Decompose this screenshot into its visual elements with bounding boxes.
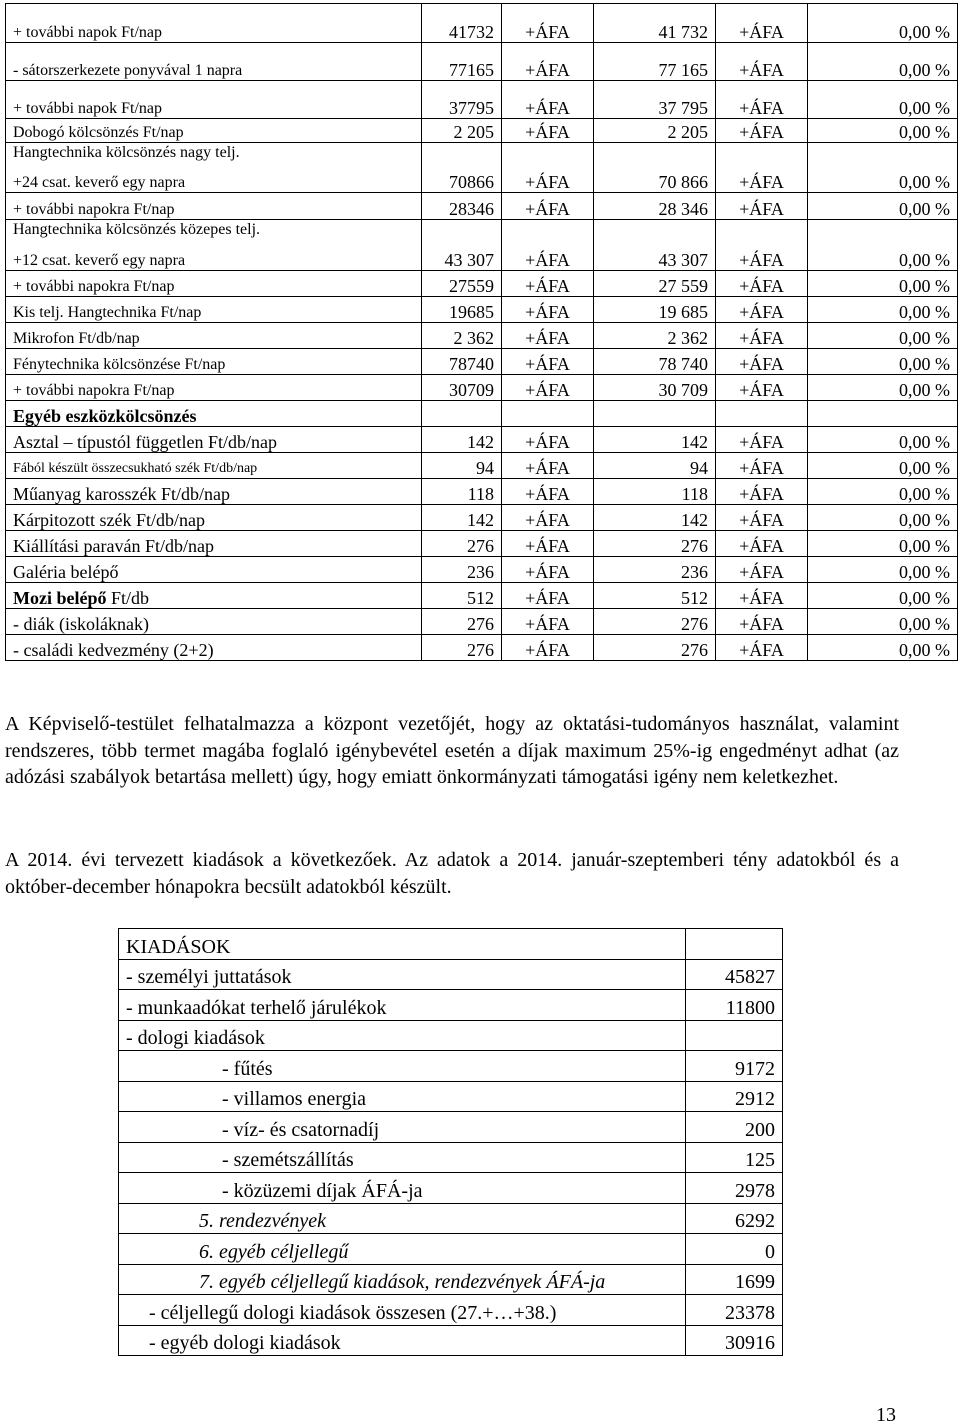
price-afa1-cell: +ÁFA [502,193,594,220]
price-afa1-cell: +ÁFA [502,479,594,505]
expense-row [119,1325,783,1356]
price-afa1-cell: +ÁFA [502,635,594,661]
expense-value: 2912 [686,1081,783,1112]
price-net-cell: 41732 [422,4,502,43]
price-afa2-cell: +ÁFA [716,323,808,349]
price-pct-cell: 0,00 % [808,43,958,81]
price-afa2-cell: +ÁFA [716,375,808,401]
price-net-cell: 276 [422,635,502,661]
price-net-cell: 512 [422,583,502,609]
price-afa2-cell: +ÁFA [716,193,808,220]
expense-value: 125 [686,1142,783,1173]
price-gross-cell: 2 205 [594,119,716,143]
price-row [6,453,958,479]
price-afa2-cell: +ÁFA [716,427,808,453]
price-net-cell: 19685 [422,297,502,323]
price-afa2-cell: +ÁFA [716,167,808,193]
price-pct-cell: 0,00 % [808,505,958,531]
expense-value: 11800 [686,990,783,1021]
expense-label: - céljellegű dologi kiadások összesen (27.+…+38.) [119,1295,686,1326]
expense-row [119,990,783,1021]
price-pct-cell: 0,00 % [808,193,958,220]
price-gross-cell: 236 [594,557,716,583]
price-pct-cell: 0,00 % [808,635,958,661]
price-gross-cell: 512 [594,583,716,609]
price-afa2-cell: +ÁFA [716,119,808,143]
price-gross-cell: 28 346 [594,193,716,220]
price-item-label: Fénytechnika kölcsönzése Ft/nap [6,349,422,375]
price-item-label-bold: Mozi belépő [13,588,107,608]
expense-row [119,929,783,960]
price-afa1-cell: +ÁFA [502,505,594,531]
price-afa1-cell: +ÁFA [502,244,594,271]
price-gross-cell: 276 [594,635,716,661]
price-pct-cell: 0,00 % [808,244,958,271]
price-pct-cell: 0,00 % [808,297,958,323]
price-item-label: - családi kedvezmény (2+2) [6,635,422,661]
expense-value: 23378 [686,1295,783,1326]
expense-row [119,1051,783,1082]
price-item-label: +24 csat. keverő egy napra [6,167,422,193]
price-afa1-cell: +ÁFA [502,297,594,323]
price-row [6,583,958,609]
price-afa2-cell: +ÁFA [716,583,808,609]
price-row [6,271,958,297]
price-net-cell: 118 [422,479,502,505]
price-gross-cell: 19 685 [594,297,716,323]
price-afa2-cell: +ÁFA [716,557,808,583]
expense-label: - fűtés [119,1051,686,1082]
expense-label: - egyéb dologi kiadások [119,1325,686,1356]
price-row [6,505,958,531]
price-gross-cell: 142 [594,427,716,453]
price-item-label: Mikrofon Ft/db/nap [6,323,422,349]
price-afa1-cell: +ÁFA [502,609,594,635]
price-afa1-cell: +ÁFA [502,375,594,401]
price-item-label: Kis telj. Hangtechnika Ft/nap [6,297,422,323]
price-pct-cell [808,143,958,167]
price-gross-cell: 37 795 [594,81,716,119]
price-afa1-cell: +ÁFA [502,81,594,119]
price-item-label: Galéria belépő [6,557,422,583]
price-gross-cell: 30 709 [594,375,716,401]
expense-value [686,1020,783,1051]
price-item-label: + további napok Ft/nap [6,4,422,43]
price-row [6,401,958,427]
expense-value: 1699 [686,1264,783,1295]
price-row [6,244,958,271]
price-afa1-cell: +ÁFA [502,119,594,143]
price-net-cell: 142 [422,427,502,453]
price-afa1-cell: +ÁFA [502,4,594,43]
price-item-label: - sátorszerkezete ponyvával 1 napra [6,43,422,81]
price-pct-cell [808,220,958,244]
price-row [6,4,958,43]
expense-row [119,1112,783,1143]
price-item-label: - diák (iskoláknak) [6,609,422,635]
price-afa2-cell: +ÁFA [716,479,808,505]
price-net-cell: 28346 [422,193,502,220]
price-row [6,557,958,583]
expense-row [119,1203,783,1234]
paragraph-discount: A Képviselő-testület felhatalmazza a központ vezetőjét, hogy az oktatási-tudományos használat, valamint rendszeres, több termet magába foglaló igénybevétel esetén a díjak maximum 25%-ig engedményt adhat (az adózási szabályok betartása mellett) úgy, hogy emiatt önkormányzati támogatási igény nem keletkezhet. [5,713,899,788]
price-gross-cell: 94 [594,453,716,479]
page-number: 13 [876,1404,896,1426]
price-afa1-cell: +ÁFA [502,583,594,609]
price-net-cell: 276 [422,609,502,635]
price-pct-cell: 0,00 % [808,375,958,401]
price-pct-cell: 0,00 % [808,609,958,635]
price-net-cell: 142 [422,505,502,531]
price-row [6,220,958,244]
price-gross-cell: 276 [594,609,716,635]
price-afa2-cell: +ÁFA [716,297,808,323]
price-net-cell: 236 [422,557,502,583]
price-gross-cell: 41 732 [594,4,716,43]
price-row [6,119,958,143]
price-afa2-cell [716,401,808,427]
expense-row [119,1234,783,1265]
price-item-label: + további napokra Ft/nap [6,193,422,220]
price-afa2-cell: +ÁFA [716,4,808,43]
price-gross-cell [594,220,716,244]
price-afa2-cell: +ÁFA [716,505,808,531]
price-gross-cell: 142 [594,505,716,531]
price-pct-cell: 0,00 % [808,349,958,375]
price-net-cell [422,401,502,427]
price-afa2-cell: +ÁFA [716,43,808,81]
expense-label: 7. egyéb céljellegű kiadások, rendezvények ÁFÁ-ja [119,1264,686,1295]
price-item-label: +12 csat. keverő egy napra [6,244,422,271]
price-row [6,81,958,119]
expense-label: KIADÁSOK [119,929,686,960]
expense-table [118,928,783,1356]
price-row [6,375,958,401]
price-afa1-cell: +ÁFA [502,427,594,453]
price-afa1-cell [502,143,594,167]
price-afa1-cell [502,401,594,427]
price-pct-cell: 0,00 % [808,427,958,453]
expense-value: 0 [686,1234,783,1265]
expense-value: 6292 [686,1203,783,1234]
price-gross-cell: 43 307 [594,244,716,271]
expense-row [119,1173,783,1204]
price-afa2-cell: +ÁFA [716,453,808,479]
price-item-label: Műanyag karosszék Ft/db/nap [6,479,422,505]
price-gross-cell [594,401,716,427]
price-gross-cell: 276 [594,531,716,557]
price-afa1-cell: +ÁFA [502,271,594,297]
price-afa1-cell: +ÁFA [502,349,594,375]
price-pct-cell: 0,00 % [808,271,958,297]
price-item-label: + további napokra Ft/nap [6,271,422,297]
price-net-cell: 77165 [422,43,502,81]
price-net-cell: 94 [422,453,502,479]
price-item-label: + további napokra Ft/nap [6,375,422,401]
expense-label: - szemétszállítás [119,1142,686,1173]
expense-row [119,1295,783,1326]
price-afa1-cell: +ÁFA [502,557,594,583]
expense-label: - közüzemi díjak ÁFÁ-ja [119,1173,686,1204]
price-net-cell: 78740 [422,349,502,375]
expense-row [119,1264,783,1295]
price-row [6,167,958,193]
price-net-cell [422,220,502,244]
price-afa1-cell: +ÁFA [502,453,594,479]
price-row [6,297,958,323]
expense-label: - munkaadókat terhelő járulékok [119,990,686,1021]
expense-value: 45827 [686,959,783,990]
price-pct-cell: 0,00 % [808,531,958,557]
price-afa1-cell: +ÁFA [502,43,594,81]
price-afa1-cell [502,220,594,244]
expense-label: 5. rendezvények [119,1203,686,1234]
price-item-label: Kárpitozott szék Ft/db/nap [6,505,422,531]
price-item-label-rest: Ft/db [106,588,149,608]
expense-label: - dologi kiadások [119,1020,686,1051]
price-row [6,349,958,375]
price-net-cell: 30709 [422,375,502,401]
price-afa2-cell [716,143,808,167]
expense-label: - személyi juttatások [119,959,686,990]
price-item-label: Hangtechnika kölcsönzés nagy telj. [6,143,422,167]
price-net-cell: 2 362 [422,323,502,349]
price-afa2-cell: +ÁFA [716,81,808,119]
price-item-label: Hangtechnika kölcsönzés közepes telj. [6,220,422,244]
price-table-body [6,4,958,661]
expense-label: 6. egyéb céljellegű [119,1234,686,1265]
price-pct-cell: 0,00 % [808,167,958,193]
price-afa2-cell: +ÁFA [716,349,808,375]
price-afa2-cell: +ÁFA [716,244,808,271]
price-row [6,193,958,220]
price-pct-cell: 0,00 % [808,119,958,143]
expense-table-body [119,929,783,1356]
price-afa1-cell: +ÁFA [502,531,594,557]
price-row [6,427,958,453]
price-pct-cell: 0,00 % [808,557,958,583]
price-afa2-cell: +ÁFA [716,531,808,557]
price-row [6,323,958,349]
expense-row [119,1020,783,1051]
price-net-cell: 43 307 [422,244,502,271]
price-gross-cell: 78 740 [594,349,716,375]
price-pct-cell: 0,00 % [808,453,958,479]
expense-row [119,959,783,990]
price-row [6,531,958,557]
price-afa2-cell: +ÁFA [716,609,808,635]
price-pct-cell: 0,00 % [808,479,958,505]
price-item-label [6,583,422,609]
expense-value: 200 [686,1112,783,1143]
price-afa2-cell: +ÁFA [716,635,808,661]
price-pct-cell: 0,00 % [808,4,958,43]
expense-label: - villamos energia [119,1081,686,1112]
expense-value [686,929,783,960]
price-item-label: Fából készült összecsukható szék Ft/db/nap [6,453,422,479]
expense-value: 9172 [686,1051,783,1082]
price-net-cell: 70866 [422,167,502,193]
price-gross-cell: 2 362 [594,323,716,349]
price-row [6,43,958,81]
price-pct-cell: 0,00 % [808,323,958,349]
price-row [6,635,958,661]
price-row [6,479,958,505]
price-pct-cell: 0,00 % [808,81,958,119]
price-pct-cell [808,401,958,427]
price-gross-cell: 70 866 [594,167,716,193]
price-afa1-cell: +ÁFA [502,167,594,193]
expense-value: 30916 [686,1325,783,1356]
price-afa2-cell: +ÁFA [716,271,808,297]
price-pct-cell: 0,00 % [808,583,958,609]
expense-row [119,1081,783,1112]
price-item-label: Egyéb eszközkölcsönzés [6,401,422,427]
price-afa2-cell [716,220,808,244]
price-net-cell [422,143,502,167]
price-row [6,609,958,635]
price-afa1-cell: +ÁFA [502,323,594,349]
price-gross-cell: 77 165 [594,43,716,81]
price-net-cell: 37795 [422,81,502,119]
price-item-label: Asztal – típustól független Ft/db/nap [6,427,422,453]
price-item-label: Kiállítási paraván Ft/db/nap [6,531,422,557]
expense-value: 2978 [686,1173,783,1204]
price-item-label: Dobogó kölcsönzés Ft/nap [6,119,422,143]
price-gross-cell [594,143,716,167]
price-gross-cell: 27 559 [594,271,716,297]
paragraph-expenses-intro: A 2014. évi tervezett kiadások a következőek. Az adatok a 2014. január-szeptemberi tény adatokból és a október-december hónapokra becsült adatokból készült. [5,849,899,898]
price-item-label: + további napok Ft/nap [6,81,422,119]
price-net-cell: 27559 [422,271,502,297]
price-gross-cell: 118 [594,479,716,505]
price-net-cell: 276 [422,531,502,557]
expense-label: - víz- és csatornadíj [119,1112,686,1143]
price-row [6,143,958,167]
expense-row [119,1142,783,1173]
price-net-cell: 2 205 [422,119,502,143]
price-table [5,3,958,661]
